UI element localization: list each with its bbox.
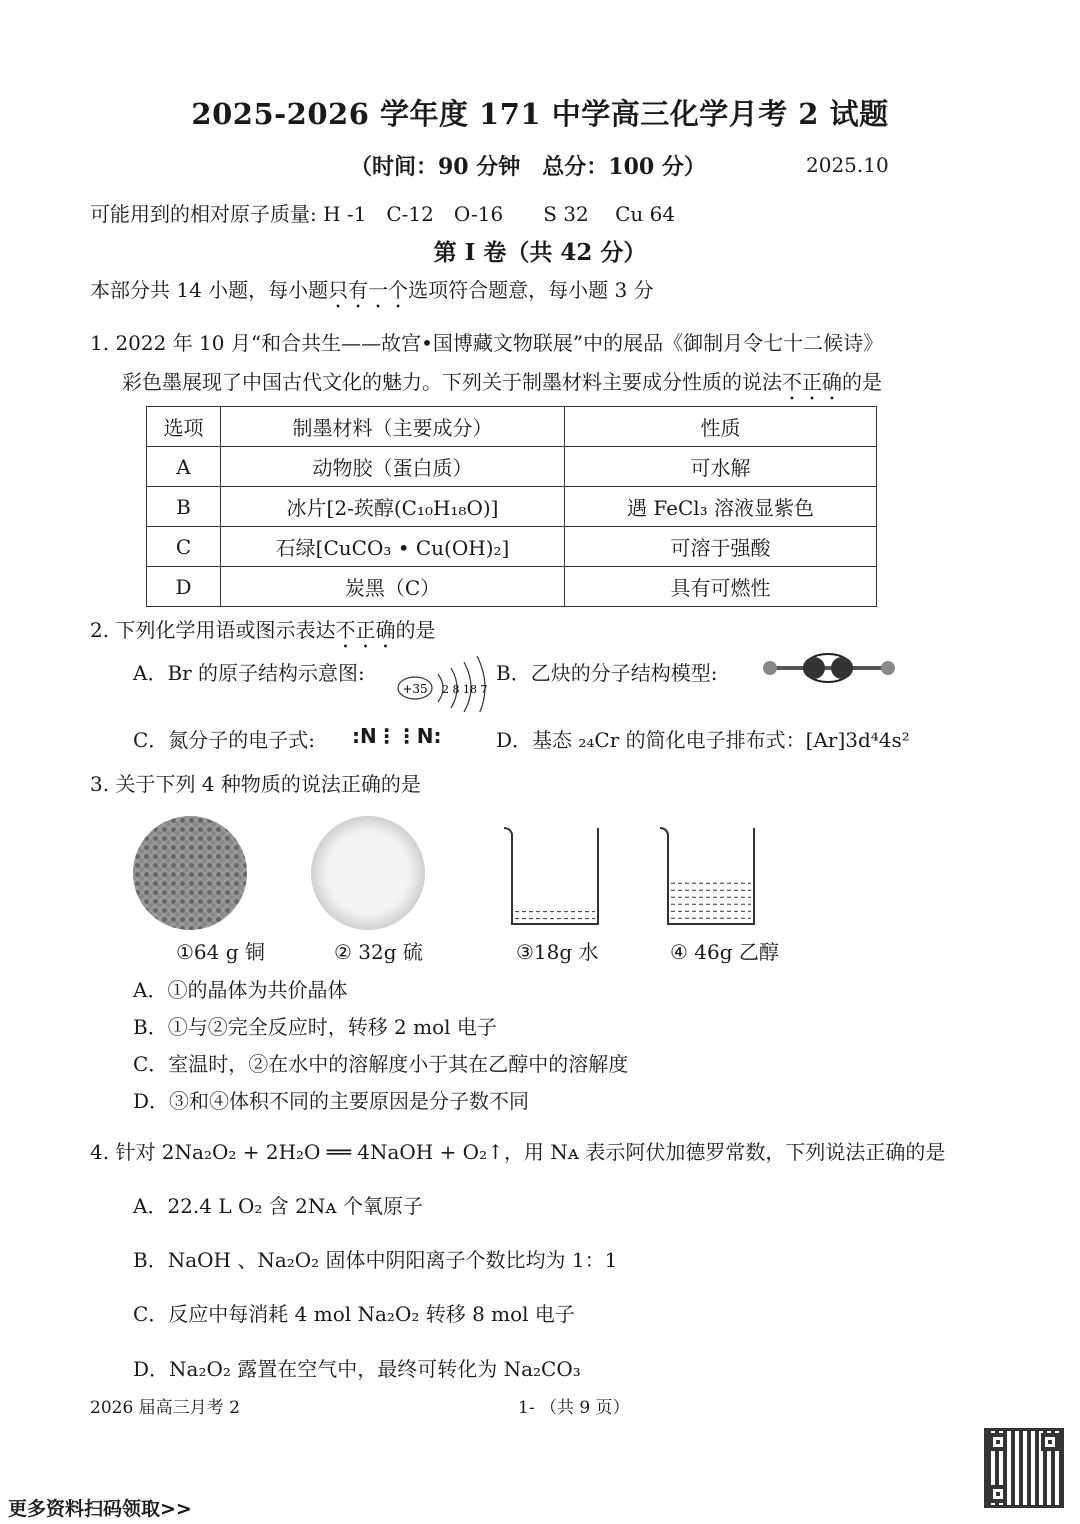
table-row: [147, 567, 877, 607]
q3-stem: 3. 关于下列 4 种物质的说法正确的是: [90, 772, 421, 796]
q2-option-a: A．Br 的原子结构示意图:: [133, 661, 365, 685]
q4-option-c: C．反应中每消耗 4 mol Na₂O₂ 转移 8 mol 电子: [133, 1302, 575, 1326]
section-heading: 第 I 卷（共 42 分）: [433, 239, 647, 266]
table-header-cell: 制墨材料（主要成分）: [221, 407, 565, 447]
q3-option-a: A．①的晶体为共价晶体: [133, 978, 348, 1002]
copper-plate-image: [133, 816, 247, 930]
q3-option-b: B．①与②完全反应时，转移 2 mol 电子: [133, 1015, 497, 1039]
q2-stem-post: 的是: [395, 618, 436, 642]
q2-emphasis: 不正确: [335, 618, 396, 642]
exam-title: 2025-2026 学年度 171 中学高三化学月考 2 试题: [191, 97, 889, 131]
ethanol-beaker-image: [656, 824, 766, 930]
q4-stem: 4. 针对 2Na₂O₂ + 2H₂O ══ 4NaOH + O₂↑，用 Nᴀ 表示阿伏加德罗常数，下列说法正确的是: [90, 1140, 946, 1164]
liquid-level: [669, 883, 753, 922]
table-cell: 石绿[CuCO₃ • Cu(OH)₂]: [221, 527, 565, 567]
atomic-masses: 可能用到的相对原子质量: H -1 C-12 O-16 S 32 Cu 64: [90, 202, 676, 226]
page-number: 1- （共 9 页）: [518, 1398, 630, 1418]
q1-line2: [122, 366, 882, 405]
nucleus-charge: +35: [402, 682, 428, 696]
q4-option-a: A．22.4 L O₂ 含 2Nᴀ 个氧原子: [133, 1194, 423, 1218]
intro-text-post: 选项符合题意，每小题 3 分: [408, 278, 654, 302]
qr-code-image[interactable]: [984, 1428, 1064, 1508]
q4-option-d: D．Na₂O₂ 露置在空气中，最终可转化为 Na₂CO₃: [133, 1357, 581, 1381]
table-cell: 具有可燃性: [565, 567, 877, 607]
table-cell: A: [147, 447, 221, 487]
water-beaker-image: [500, 824, 610, 930]
table-cell: 可水解: [565, 447, 877, 487]
acetylene-model-icon: [760, 650, 898, 686]
bromine-atom-diagram: [395, 652, 495, 712]
intro-emphasis: 只有一个: [328, 278, 409, 302]
q2-option-d: D．基态 ₂₄Cr 的简化电子排布式：[Ar]3d⁴4s²: [496, 728, 910, 752]
exam-date: 2025.10: [806, 153, 889, 177]
table-cell: 动物胶（蛋白质）: [221, 447, 565, 487]
table-cell: D: [147, 567, 221, 607]
q4-option-b: B．NaOH 、Na₂O₂ 固体中阴阳离子个数比均为 1：1: [133, 1248, 618, 1272]
q1-emphasis: 不正确: [782, 370, 842, 394]
table-header-cell: 性质: [565, 407, 877, 447]
q2-stem: [90, 614, 435, 653]
table-row: [147, 487, 877, 527]
liquid-level: [513, 912, 597, 922]
table-cell: 炭黑（C）: [221, 567, 565, 607]
q2-stem-pre: 2. 下列化学用语或图示表达: [90, 618, 336, 642]
footer-left: 2026 届高三月考 2: [90, 1398, 240, 1418]
caption-sulfur: ② 32g 硫: [334, 940, 423, 964]
table-cell: 可溶于强酸: [565, 527, 877, 567]
intro-text-pre: 本部分共 14 小题，每小题: [90, 278, 329, 302]
caption-copper: ①64 g 铜: [176, 940, 265, 964]
table-cell: 遇 FeCl₃ 溶液显紫色: [565, 487, 877, 527]
table-header-row: [147, 407, 877, 447]
q2-option-c: C．氮分子的电子式:: [133, 728, 316, 752]
q2-option-b: B．乙炔的分子结构模型:: [496, 661, 718, 685]
section-intro: [90, 274, 654, 313]
q1-line2-pre: 彩色墨展现了中国古代文化的魅力。下列关于制墨材料主要成分性质的说法: [122, 370, 782, 394]
caption-water: ③18g 水: [516, 940, 599, 964]
q1-line1: 1. 2022 年 10 月“和合共生——故宫•国博藏文物联展”中的展品《御制月令七十二候诗》: [90, 331, 884, 355]
table-cell: 冰片[2-莰醇(C₁₀H₁₈O)]: [221, 487, 565, 527]
sulfur-plate-image: [311, 816, 425, 930]
exam-subtitle: （时间：90 分钟 总分：100 分）: [350, 154, 706, 180]
table-cell: B: [147, 487, 221, 527]
table-row: [147, 447, 877, 487]
q1-line2-post: 的是: [842, 370, 882, 394]
shell-electrons: 2 8 18 7: [442, 683, 488, 696]
q3-option-d: D．③和④体积不同的主要原因是分子数不同: [133, 1089, 530, 1113]
table-header-cell: 选项: [147, 407, 221, 447]
scan-for-more-link[interactable]: 更多资料扫码领取>>: [8, 1498, 192, 1520]
table-cell: C: [147, 527, 221, 567]
q1-table: [146, 406, 877, 607]
q3-option-c: C．室温时，②在水中的溶解度小于其在乙醇中的溶解度: [133, 1052, 629, 1076]
table-row: [147, 527, 877, 567]
caption-ethanol: ④ 46g 乙醇: [670, 940, 779, 964]
nitrogen-electron-formula: :N⋮⋮N:: [352, 724, 442, 748]
